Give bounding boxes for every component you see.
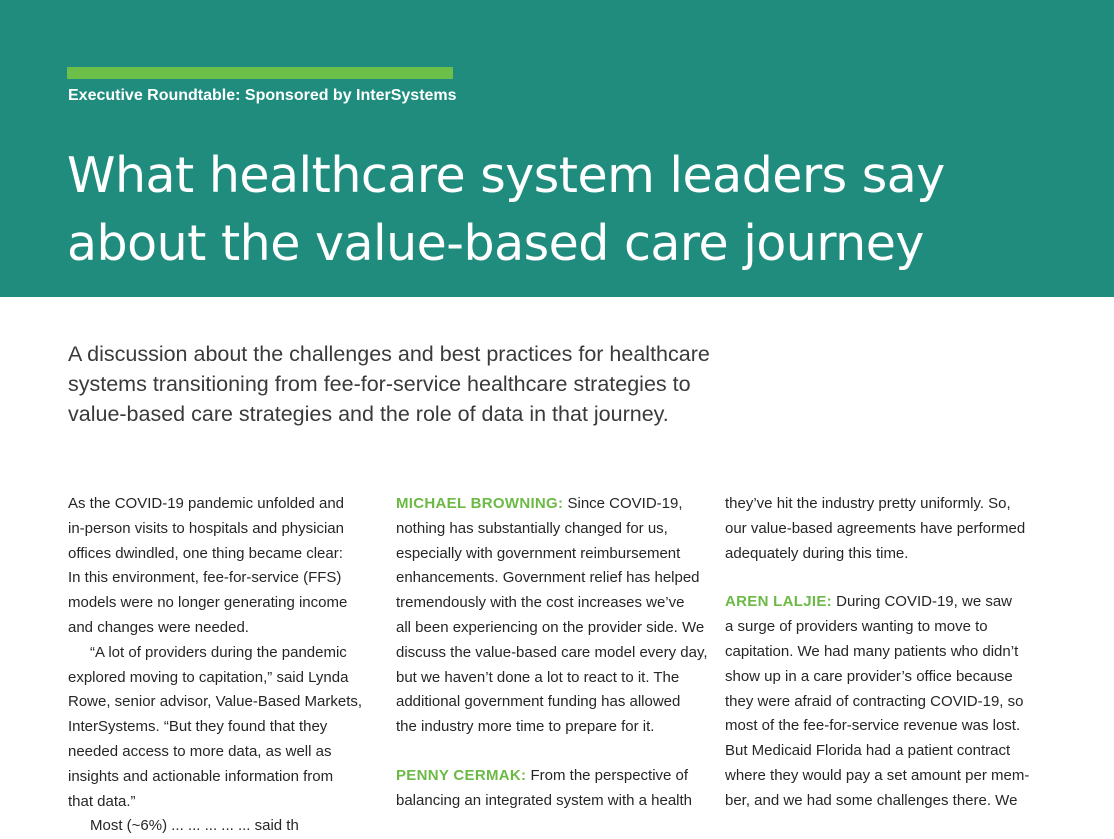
text-line: Since COVID-19, xyxy=(567,495,683,512)
deck-line: systems transitioning from fee-for-service healthcare strategies to xyxy=(68,372,691,396)
speaker-name: MICHAEL BROWNING: xyxy=(396,495,564,512)
text-line: “A lot of providers during the pandemic xyxy=(90,643,347,661)
speaker-paragraph xyxy=(725,590,1030,813)
text-line: most of the fee-for-service revenue was lost. xyxy=(725,717,1021,735)
text-line: additional government funding has allowed xyxy=(396,693,681,711)
text-line: offices dwindled, one thing became clear: xyxy=(68,544,343,562)
eyebrow-label: Executive Roundtable: Sponsored by InterSystems xyxy=(68,87,457,104)
text-line: but we haven’t done a lot to react to it. The xyxy=(396,668,680,686)
accent-bar xyxy=(67,67,453,79)
text-line: adequately during this time. xyxy=(725,544,909,562)
article-column-1 xyxy=(68,492,368,839)
text-line: they were afraid of contracting COVID-19, so xyxy=(725,692,1024,710)
speaker-name: AREN LALJIE: xyxy=(725,593,832,611)
text-line: Rowe, senior advisor, Value-Based Markets, xyxy=(68,693,363,711)
speaker-paragraph xyxy=(396,492,708,740)
text-line: From the perspective of xyxy=(530,766,689,784)
text-line: During COVID-19, we saw xyxy=(836,593,1013,611)
text-line: models were no longer generating income xyxy=(68,594,348,612)
paragraph xyxy=(68,492,368,641)
article-column-2 xyxy=(396,492,708,814)
text-line: a surge of providers wanting to move to xyxy=(725,618,988,636)
text-line: explored moving to capitation,” said Lynda xyxy=(68,668,349,686)
paragraph xyxy=(68,814,368,839)
text-line: balancing an integrated system with a health xyxy=(396,791,693,809)
text-line: tremendously with the cost increases we’ve xyxy=(396,594,685,612)
title-line: What healthcare system leaders say xyxy=(67,147,945,204)
text-line: all been experiencing on the provider side. We xyxy=(396,618,705,636)
text-line: In this environment, fee-for-service (FFS) xyxy=(68,569,342,587)
text-line: especially with government reimbursement xyxy=(396,544,681,562)
text-line: and changes were needed. xyxy=(68,618,249,636)
text-line: our value-based agreements have performed xyxy=(725,519,1026,537)
text-line: InterSystems. “But they found that they xyxy=(68,718,328,736)
text-line: discuss the value-based care model every day, xyxy=(396,643,708,661)
title-line: about the value-based care journey xyxy=(67,215,924,272)
text-line: show up in a care provider’s office because xyxy=(725,667,1013,685)
text-line: Most (~6%) ... ... ... ... ... said th xyxy=(90,817,299,835)
text-line: needed access to more data, as well as xyxy=(68,742,332,760)
text-line: As the COVID-19 pandemic unfolded and xyxy=(68,495,344,512)
paragraph xyxy=(68,641,368,815)
article-column-3 xyxy=(725,492,1030,814)
text-line: in-person visits to hospitals and physician xyxy=(68,519,344,537)
deck-line: value-based care strategies and the role of data in that journey. xyxy=(68,402,669,426)
text-line: the industry more time to prepare for it. xyxy=(396,718,655,736)
deck-line: A discussion about the challenges and best practices for healthcare xyxy=(68,342,710,366)
speaker-paragraph xyxy=(396,764,696,814)
text-line: enhancements. Government relief has helped xyxy=(396,569,700,587)
text-line: nothing has substantially changed for us, xyxy=(396,519,668,537)
text-line: capitation. We had many patients who didn’t xyxy=(725,642,1019,660)
paragraph xyxy=(725,492,1025,566)
text-line: But Medicaid Florida had a patient contract xyxy=(725,742,1011,760)
page-title xyxy=(67,142,1067,278)
text-line: ber, and we had some challenges there. We xyxy=(725,791,1018,809)
speaker-name: PENNY CERMAK: xyxy=(396,766,527,784)
text-line: they’ve hit the industry pretty uniformly. So, xyxy=(725,495,1011,512)
header-banner xyxy=(0,0,1114,297)
text-line: where they would pay a set amount per mem- xyxy=(725,766,1030,784)
text-line: that data.” xyxy=(68,792,136,810)
deck-summary xyxy=(68,339,788,429)
text-line: insights and actionable information from xyxy=(68,767,334,785)
